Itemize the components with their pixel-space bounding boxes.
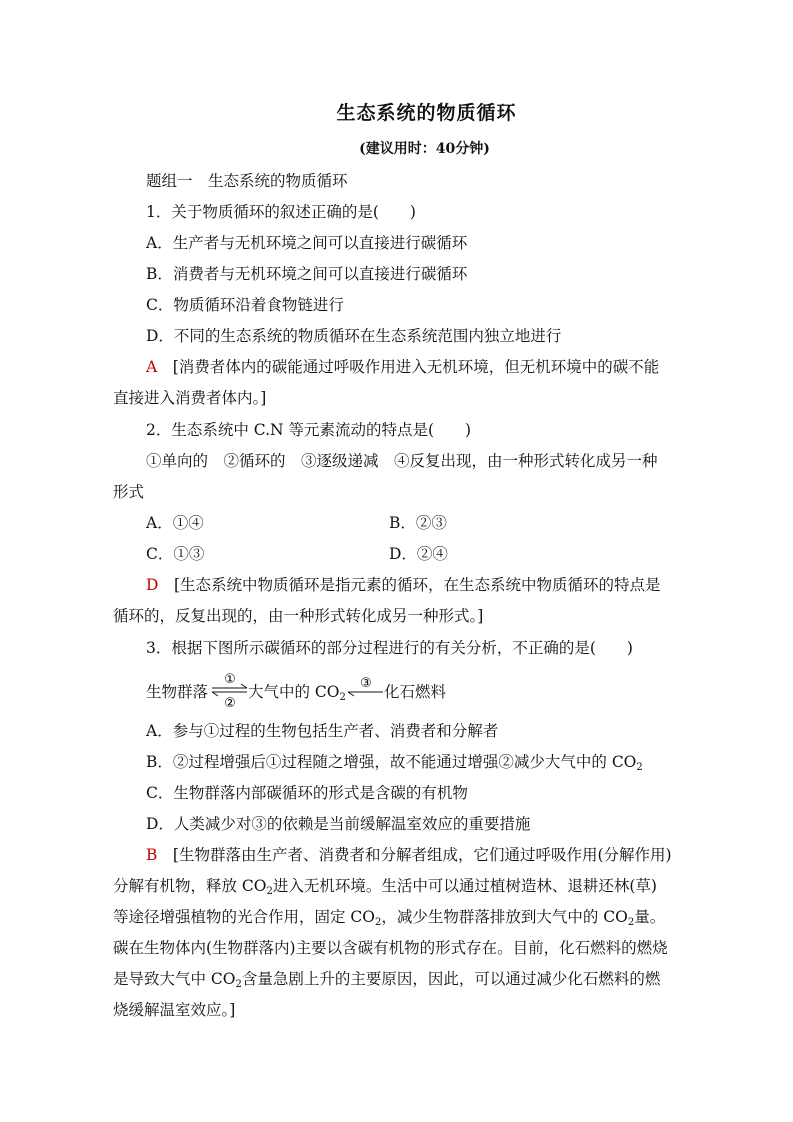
q3-exp2-sub: 2: [266, 886, 273, 897]
q1-answer-line: [146, 357, 659, 377]
q3-stem: 3．根据下图所示碳循环的部分过程进行的有关分析，不正确的是( ): [146, 639, 633, 657]
q2-stem: 2．生态系统中 C.N 等元素流动的特点是( ): [146, 421, 472, 439]
arrow2-top-label: ③: [360, 676, 372, 691]
diagram-biotic-community: 生物群落: [146, 683, 209, 701]
q3-exp3-sub1: 2: [375, 917, 382, 928]
carbon-cycle-diagram: [146, 672, 466, 712]
diagram-fossil-fuel: 化石燃料: [384, 683, 447, 701]
q3-option-a: A．参与①过程的生物包括生产者、消费者和分解者: [146, 722, 499, 740]
q3-option-b: [146, 752, 643, 778]
q3-option-b-sub: 2: [636, 762, 643, 773]
diagram-middle-sub: 2: [339, 692, 346, 703]
q2-explanation-1: [生态系统中物质循环是指元素的循环，在生态系统中物质循环的特点是: [173, 576, 661, 594]
q1-explanation-1: [消费者体内的碳能通过呼吸作用进入无机环境，但无机环境中的碳不能: [172, 358, 660, 376]
q1-option-c: C．物质循环沿着食物链进行: [146, 296, 344, 314]
q3-exp5-b: 含量急剧上升的主要原因，因此，可以通过减少化石燃料的燃: [241, 970, 661, 988]
q3-answer: B: [146, 846, 158, 864]
q3-exp3-c: 量。: [634, 908, 666, 926]
q3-explanation-4: 碳在生物体内(生物群落内)主要以含碳有机物的形式存在。目前，化石燃料的燃烧: [113, 939, 668, 957]
arrow1-top-label: ①: [224, 672, 236, 687]
q3-exp3-b: ，减少生物群落排放到大气中的 CO: [381, 908, 628, 926]
double-arrow-icon: [210, 672, 250, 712]
q1-option-d: D．不同的生态系统的物质循环在生态系统范围内独立地进行: [146, 327, 562, 345]
q3-explanation-1: [生物群落由生产者、消费者和分解者组成，它们通过呼吸作用(分解作用): [172, 846, 672, 864]
q3-exp3-sub2: 2: [627, 917, 635, 928]
q2-option-d: D．②④: [389, 545, 448, 563]
page-title: 生态系统的物质循环: [336, 102, 517, 124]
q2-items-1: ①单向的 ②循环的 ③逐级递减 ④反复出现，由一种形式转化成另一种: [146, 452, 658, 470]
q3-option-c: C．生物群落内部碳循环的形式是含碳的有机物: [146, 784, 468, 802]
q2-option-a: A．①④: [146, 514, 204, 532]
q3-option-d: D．人类减少对③的依赖是当前缓解温室效应的重要措施: [146, 815, 531, 833]
q3-option-b-text: B．②过程增强后①过程随之增强，故不能通过增强②减少大气中的 CO: [146, 753, 637, 771]
q3-explanation-2: [113, 876, 657, 902]
q3-exp5-sub: 2: [235, 979, 242, 990]
q3-exp5-a: 是导致大气中 CO: [113, 970, 236, 988]
q1-explanation-2: 直接进入消费者体内。]: [113, 389, 267, 407]
page-subtitle: (建议用时：40分钟): [359, 141, 490, 157]
q3-explanation-6: 烧缓解温室效应。]: [113, 1001, 236, 1019]
q3-exp2-b: 进入无机环境。生活中可以通过植树造林、退耕还林(草): [272, 877, 657, 895]
q1-answer: A: [146, 358, 158, 376]
q2-answer-line: [146, 575, 661, 595]
left-arrow-icon: [346, 672, 386, 712]
q2-explanation-2: 循环的，反复出现的，由一种形式转化成另一种形式。]: [113, 607, 484, 625]
q2-items-2: 形式: [113, 483, 145, 501]
q3-exp2-a: 分解有机物，释放 CO: [113, 877, 267, 895]
q3-explanation-3: [113, 907, 665, 933]
q2-answer: D: [146, 576, 159, 594]
diagram-middle-text: 大气中的 CO: [248, 683, 340, 701]
q3-explanation-5: [113, 969, 660, 995]
arrow1-bottom-label: ②: [224, 696, 236, 711]
q1-stem: 1．关于物质循环的叙述正确的是( ): [146, 203, 416, 221]
q2-option-c: C．①③: [146, 545, 205, 563]
q1-option-b: B．消费者与无机环境之间可以直接进行碳循环: [146, 265, 468, 283]
q2-option-b: B．②③: [389, 514, 447, 532]
q3-answer-line: [146, 845, 672, 865]
q1-option-a: A．生产者与无机环境之间可以直接进行碳循环: [146, 234, 468, 252]
q3-exp3-a: 等途径增强植物的光合作用，固定 CO: [113, 908, 375, 926]
group-title: 题组一 生态系统的物质循环: [146, 172, 348, 190]
diagram-atmosphere-co2: [248, 680, 346, 703]
